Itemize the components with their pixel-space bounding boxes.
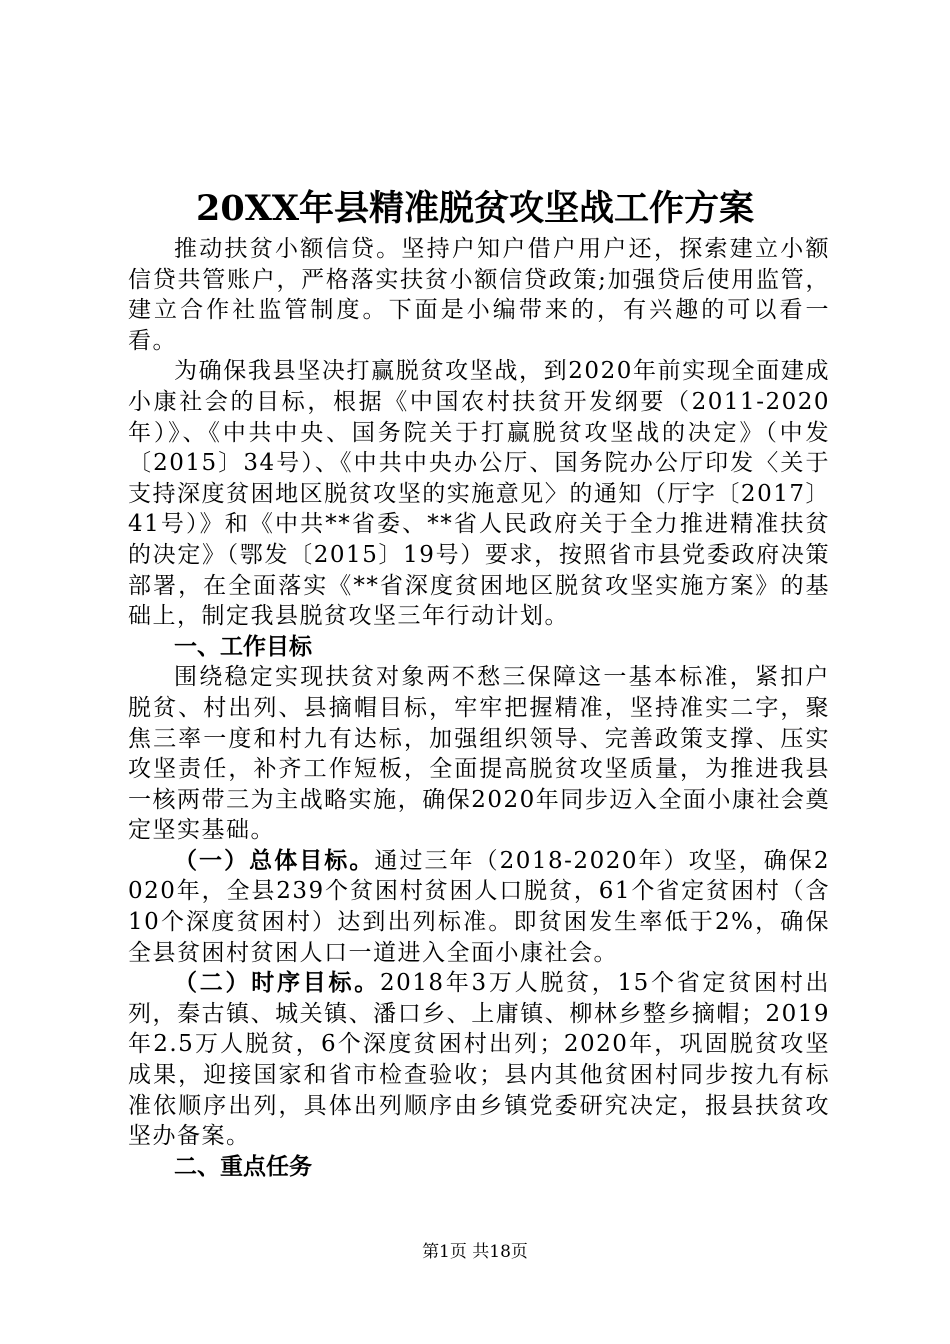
background-paragraph: 为确保我县坚决打赢脱贫攻坚战，到2020年前实现全面建成小康社会的目标，根据《中国农村扶贫开发纲要（2011-2020年）》、《中共中央、国务院关于打赢脱贫攻坚战的决定》（中发〔2015〕34号）、《中共中央办公厅、国务院办公厅印发〈关于支持深度贫困地区脱贫攻坚的实施意见〉的通知（厅字〔2017〕41号）》和《中共**省委、**省人民政府关于全力推进精准扶贫的决定》（鄂发〔2015〕19号）要求，按照省市县党委政府决策部署，在全面落实《**省深度贫困地区脱贫攻坚实施方案》的基础上，制定我县脱贫攻坚三年行动计划。 [128,358,830,630]
overall-goal-lead: （一）总体目标。 [174,847,375,874]
document-body [128,234,830,1182]
section-heading-tasks: 二、重点任务 [174,1153,312,1180]
section-heading-goals: 一、工作目标 [174,633,312,660]
timeline-goal-text: 2018年3万人脱贫，15个省定贫困村出列，秦古镇、城关镇、潘口乡、上庸镇、柳林乡整乡摘帽；2019年2.5万人脱贫，6个深度贫困村出列；2020年，巩固脱贫攻坚成果，迎接国家和省市检查验收；县内其他贫困村同步按九有标准依顺序出列，具体出列顺序由乡镇党委研究决定，报县扶贫攻坚办备案。 [128,970,830,1150]
intro-paragraph: 推动扶贫小额信贷。坚持户知户借户用户还，探索建立小额信贷共管账户，严格落实扶贫小额信贷政策;加强贷后使用监管，建立合作社监管制度。下面是小编带来的，有兴趣的可以看一看。 [128,236,830,354]
page-footer: 第1页 共18页 [422,1242,528,1262]
timeline-goal-paragraph [128,968,830,1152]
goals-paragraph: 围绕稳定实现扶贫对象两不愁三保障这一基本标准，紧扣户脱贫、村出列、县摘帽目标，牢牢把握精准，坚持准实二字，聚焦三率一度和村九有达标，加强组织领导、完善政策支撑、压实攻坚责任，补齐工作短板，全面提高脱贫攻坚质量，为推进我县一核两带三为主战略实施，确保2020年同步迈入全面小康社会奠定坚实基础。 [128,664,830,844]
overall-goal-text: 通过三年（2018-2020年）攻坚，确保2020年，全县239个贫困村贫困人口脱贫，61个省定贫困村（含10个深度贫困村）达到出列标准。即贫困发生率低于2%，确保全县贫困村贫困人口一道进入全面小康社会。 [128,847,830,966]
timeline-goal-lead: （二）时序目标。 [174,970,380,997]
overall-goal-paragraph [128,846,830,968]
document-title: 20XX年县精准脱贫攻坚战工作方案 [195,188,755,229]
